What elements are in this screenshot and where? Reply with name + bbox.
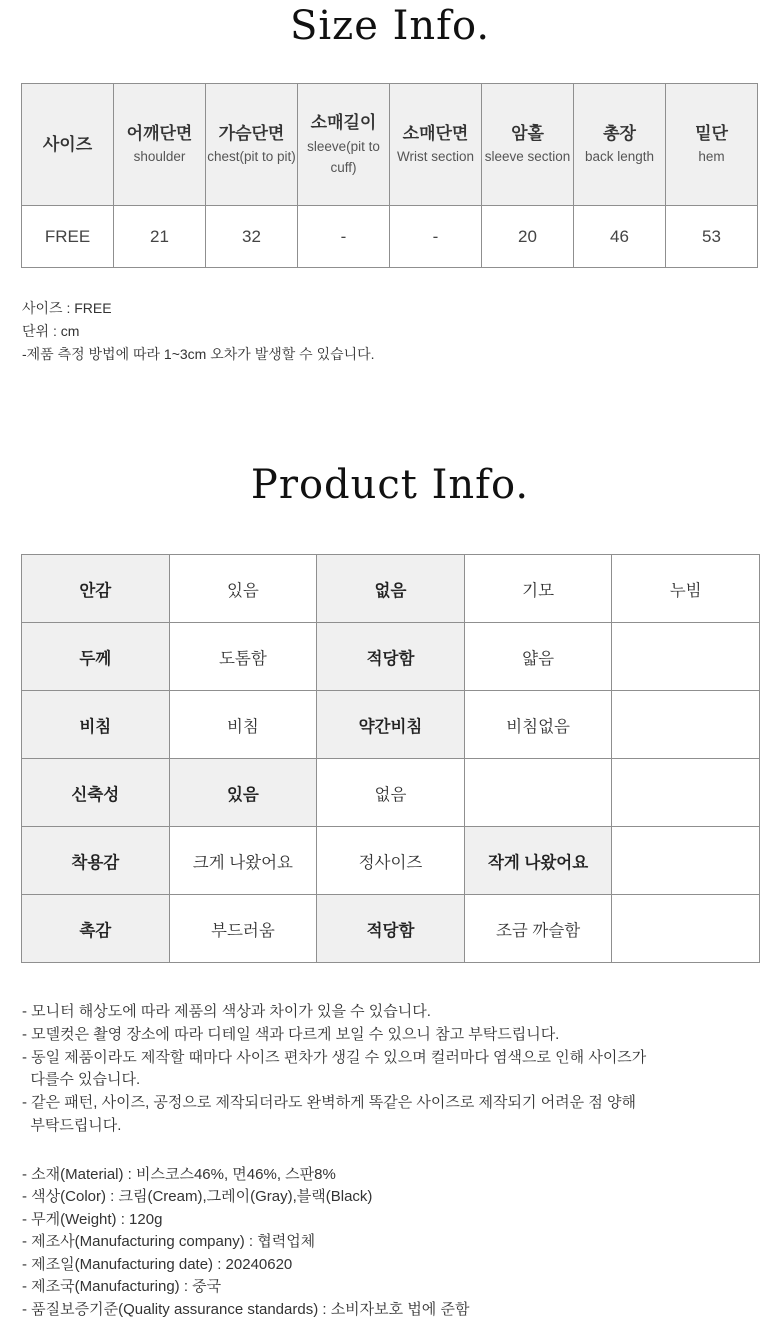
product-option (612, 691, 760, 759)
disclaimer-line: 다를수 있습니다. (22, 1071, 141, 1089)
product-detail-line: - 무게(Weight) : 120g (22, 1210, 163, 1228)
size-value-cell-4: - (390, 206, 482, 268)
size-col-header-0 (22, 84, 114, 206)
product-option: 조금 까슬함 (464, 895, 612, 963)
product-attribute-label: 신축성 (22, 759, 170, 827)
size-col-header-7 (666, 84, 758, 206)
size-col-korean-label: 어깨단면 (126, 123, 193, 143)
size-col-korean-label: 가슴단면 (218, 123, 285, 143)
size-value-cell-5: 20 (482, 206, 574, 268)
product-option: 없음 (317, 759, 465, 827)
product-attribute-row (22, 555, 760, 623)
size-col-header-4 (390, 84, 482, 206)
product-detail-line: - 색상(Color) : 크림(Cream),그레이(Gray),블랙(Black) (22, 1188, 373, 1206)
product-option-selected: 작게 나왔어요 (464, 827, 612, 895)
size-info-title: Size Info. (289, 3, 491, 49)
size-col-header-3 (298, 84, 390, 206)
product-option (464, 759, 612, 827)
disclaimer-line: - 같은 패턴, 사이즈, 공정으로 제작되더라도 완벽하게 똑같은 사이즈로 제작되기 어려운 점 양해 (22, 1094, 636, 1112)
size-value-cell-7: 53 (666, 206, 758, 268)
product-option: 크게 나왔어요 (169, 827, 317, 895)
product-detail-line: - 소재(Material) : 비스코스46%, 면46%, 스판8% (22, 1165, 336, 1183)
disclaimer-notes (22, 1001, 780, 1138)
product-option: 도톰함 (169, 623, 317, 691)
size-value-cell-0: FREE (22, 206, 114, 268)
disclaimer-line: - 동일 제품이라도 제작할 때마다 사이즈 편차가 생길 수 있으며 컬러마다 염색으로 인해 사이즈가 (22, 1048, 647, 1066)
size-col-korean-label: 소매단면 (402, 123, 469, 143)
size-col-header-2 (206, 84, 298, 206)
product-attribute-label: 안감 (22, 555, 170, 623)
product-option: 얇음 (464, 623, 612, 691)
size-table (21, 83, 758, 268)
product-option (612, 895, 760, 963)
product-detail-notes (22, 1164, 780, 1321)
product-attribute-row (22, 759, 760, 827)
product-option (612, 623, 760, 691)
product-option-selected: 적당함 (317, 623, 465, 691)
product-option-selected: 없음 (317, 555, 465, 623)
size-col-english-label: sleeve(pit to cuff) (307, 138, 380, 175)
product-option: 부드러움 (169, 895, 317, 963)
disclaimer-line: 부탁드립니다. (22, 1116, 122, 1134)
product-detail-line: - 품질보증기준(Quality assurance standards) : 소비자보호 법에 준함 (22, 1300, 470, 1318)
product-info-title: Product Info. (250, 462, 530, 508)
product-attribute-label: 촉감 (22, 895, 170, 963)
size-note-line: 단위 : cm (22, 323, 80, 339)
product-option-selected: 적당함 (317, 895, 465, 963)
size-col-korean-label: 밑단 (695, 123, 728, 143)
disclaimer-line: - 모델컷은 촬영 장소에 따라 디테일 색과 다르게 보일 수 있으니 참고 부탁드립니다. (22, 1025, 560, 1043)
product-attribute-label: 착용감 (22, 827, 170, 895)
size-notes (22, 297, 780, 366)
product-attribute-row (22, 623, 760, 691)
size-col-english-label: shoulder (133, 149, 186, 165)
size-col-english-label: chest(pit to pit) (207, 149, 296, 165)
size-col-korean-label: 암홀 (511, 123, 544, 143)
product-option: 있음 (169, 555, 317, 623)
size-value-cell-6: 46 (574, 206, 666, 268)
size-col-korean-label: 사이즈 (42, 134, 93, 154)
product-detail-line: - 제조일(Manufacturing date) : 20240620 (22, 1255, 293, 1273)
size-col-korean-label: 총장 (603, 123, 636, 143)
product-option: 누빔 (612, 555, 760, 623)
product-option (612, 759, 760, 827)
disclaimer-line: - 모니터 해상도에 따라 제품의 색상과 차이가 있을 수 있습니다. (22, 1003, 431, 1020)
product-attribute-label: 비침 (22, 691, 170, 759)
product-option: 기모 (464, 555, 612, 623)
size-value-cell-1: 21 (114, 206, 206, 268)
size-value-cell-2: 32 (206, 206, 298, 268)
product-option-selected: 있음 (169, 759, 317, 827)
product-attribute-label: 두께 (22, 623, 170, 691)
size-col-english-label: Wrist section (396, 149, 475, 165)
product-option (612, 827, 760, 895)
size-header-row (22, 84, 758, 206)
size-col-korean-label: 소매길이 (310, 113, 377, 133)
product-option: 비침없음 (464, 691, 612, 759)
size-table-header (22, 84, 758, 206)
product-attribute-row (22, 691, 760, 759)
product-option-selected: 약간비침 (317, 691, 465, 759)
size-note-line: 사이즈 : FREE (22, 300, 112, 316)
product-detail-line: - 제조사(Manufacturing company) : 협력업체 (22, 1233, 316, 1251)
product-info-table (21, 554, 760, 963)
size-col-header-6 (574, 84, 666, 206)
size-value-row (22, 206, 758, 268)
product-attribute-row (22, 827, 760, 895)
size-col-header-1 (114, 84, 206, 206)
product-detail-line: - 제조국(Manufacturing) : 중국 (22, 1278, 222, 1296)
product-option: 정사이즈 (317, 827, 465, 895)
product-attribute-row (22, 895, 760, 963)
size-col-english-label: sleeve section (484, 149, 571, 165)
size-col-english-label: hem (698, 149, 725, 165)
size-value-cell-3: - (298, 206, 390, 268)
size-col-header-5 (482, 84, 574, 206)
size-note-line: -제품 측정 방법에 따라 1~3cm 오차가 발생할 수 있습니다. (22, 346, 375, 362)
size-col-english-label: back length (584, 149, 655, 165)
product-option: 비침 (169, 691, 317, 759)
